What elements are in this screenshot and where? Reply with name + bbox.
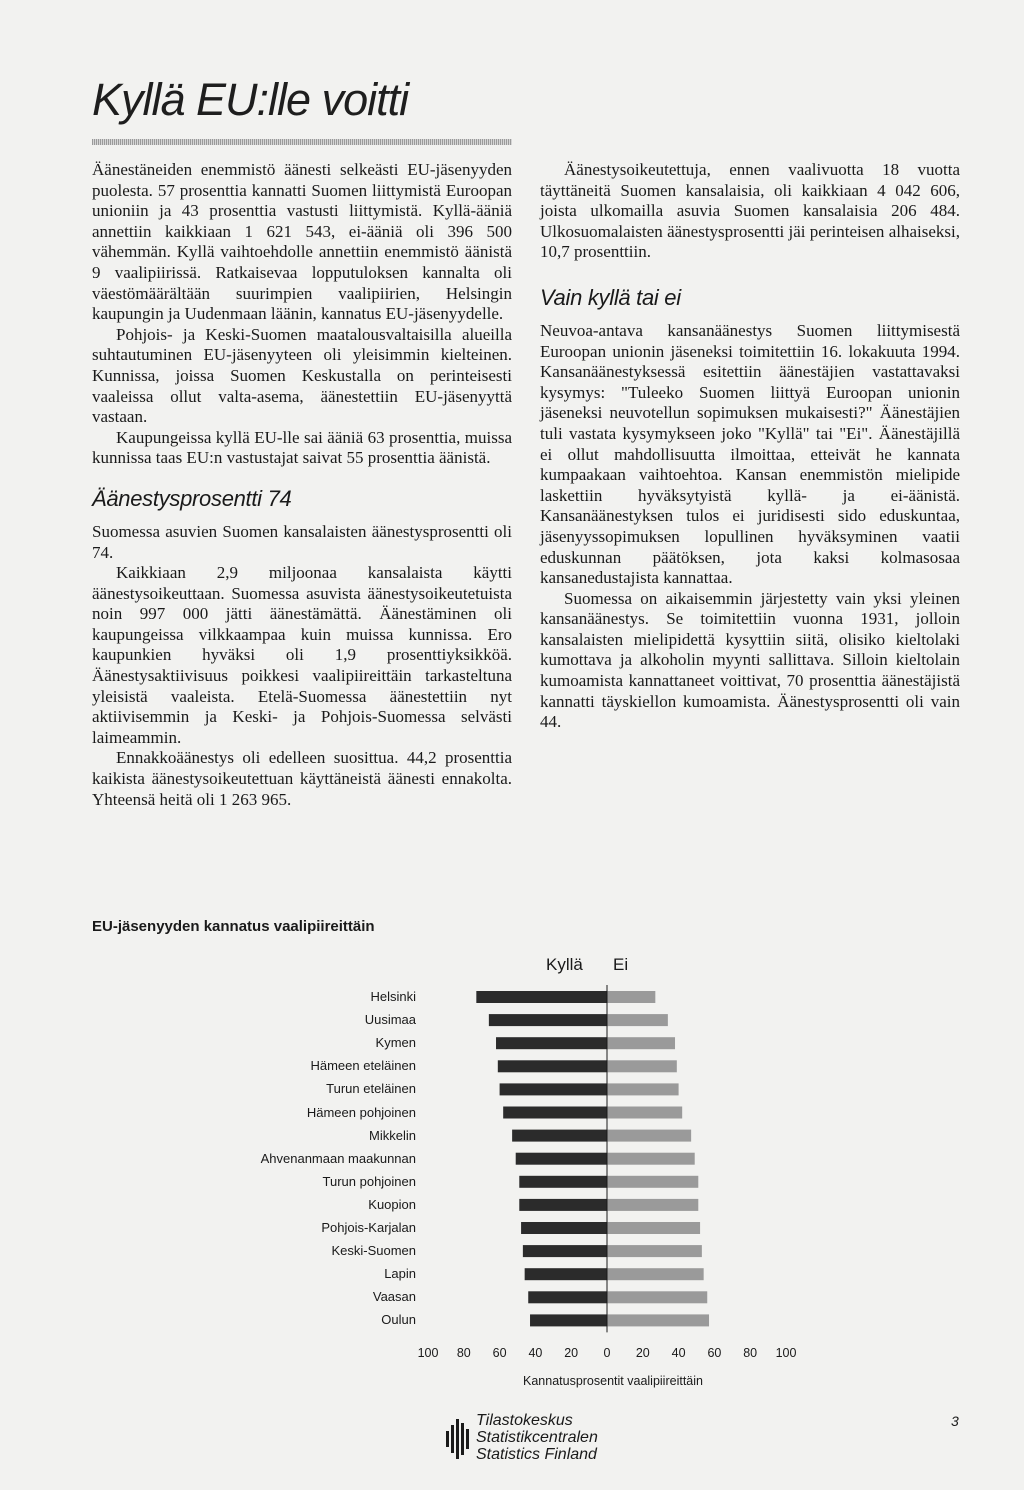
bar-ei	[607, 1245, 702, 1257]
bar-kylla	[519, 1199, 607, 1211]
x-tick-label: 40	[528, 1346, 543, 1360]
region-label: Turun pohjoinen	[322, 1173, 416, 1189]
bar-ei	[607, 1153, 695, 1165]
choice-paragraph-1: Neuvoa-antava kansanäänestys Suomen liittymisestä Euroopan unionin jäseneksi toimitettiin 16. lokakuuta 1994. Kansanäänestyksessä esitettiin äänestäjien vastattavaksi kysymys: "Tuleeko Suomen liittyä Euroopan unionin jäseneksi neuvotellun sopimuksen mukaisesti?" Äänestäjien tuli vastata kysymykseen joko "Kyllä" tai "Ei". Äänestäjillä ei ollut mahdollisuutta ilmoittaa, etteivät he kannata kumpaakaan vaihtoehtoa. Kansan enemmistön mielipide laskettiin hyväksytyistä kyllä- ja ei-äänistä. Kansanäänestyksen tulos ei juridisesti sido eduskuntaa, jäsenyyssopimuksen lopullinen hyväksyminen vaatii eduskunnan päätöksen, jota kaksi kolmasosaa kansanedustajista kannattaa.	[540, 320, 960, 588]
bar-ei	[607, 1291, 707, 1303]
x-tick-label: 80	[743, 1346, 758, 1360]
bar-ei	[607, 1014, 668, 1026]
region-label: Ahvenanmaan maakunnan	[260, 1150, 416, 1166]
region-label: Keski-Suomen	[331, 1243, 416, 1259]
region-label: Hämeen pohjoinen	[306, 1104, 416, 1120]
x-tick-label: 60	[492, 1346, 507, 1360]
region-label: Vaasan	[372, 1289, 416, 1305]
region-label: Lapin	[384, 1266, 416, 1282]
bar-ei	[607, 1314, 709, 1326]
region-label: Turun eteläinen	[326, 1081, 416, 1097]
bar-ei	[607, 1037, 675, 1049]
bar-kylla	[512, 1130, 607, 1142]
bar-kylla	[530, 1314, 607, 1326]
bar-kylla	[496, 1037, 607, 1049]
choice-heading: Vain kyllä tai ei	[540, 284, 681, 310]
bar-kylla	[525, 1268, 607, 1280]
turnout-paragraph-1: Suomessa asuvien Suomen kansalaisten äänestysprosentti oli 74.	[92, 521, 512, 562]
tilastokeskus-logo-icon	[444, 1413, 474, 1465]
turnout-heading: Äänestysprosentti 74	[92, 485, 292, 511]
bar-kylla	[500, 1083, 607, 1095]
bar-ei	[607, 1107, 682, 1119]
region-label: Helsinki	[370, 989, 416, 1004]
region-label: Kymen	[375, 1035, 416, 1051]
bar-ei	[607, 1083, 679, 1095]
bar-kylla	[528, 1291, 607, 1303]
publisher-line-sv: Statistikcentralen	[476, 1429, 598, 1446]
bar-kylla	[503, 1107, 607, 1119]
bar-kylla	[498, 1060, 607, 1072]
x-tick-label: 100	[775, 1346, 797, 1360]
x-tick-label: 60	[707, 1346, 722, 1360]
x-tick-label: 20	[564, 1346, 579, 1360]
intro-paragraph-1: Äänestäneiden enemmistö äänesti selkeästi EU-jäsenyyden puolesta. 57 prosenttia kannatti Suomen liittymistä Euroopan unioniin ja 43 prosenttia vastusti liittymistä. Kyllä-ääniä annettiin kaikkiaan 1 621 543, ei-ääniä oli 396 500 vähemmän. Kyllä vaihtoehdolle annettiin enemmistö äänistä 9 vaalipiirissä. Ratkaisevaa lopputuloksen kannalta oli väestömäärältään suurimpien vaalipiirien, Helsingin kaupungin ja Uudenmaan läänin, kannatus EU-jäsenyydelle.	[92, 160, 512, 324]
turnout-paragraph-3: Ennakkoäänestys oli edelleen suosittua. 44,2 prosenttia kaikista äänestysoikeutettuan käyttäneistä äänesti ennakolta. Yhteensä heitä oli 1 263 965.	[92, 748, 512, 809]
bar-ei	[607, 991, 655, 1003]
bar-kylla	[489, 1014, 607, 1026]
article-title: Kyllä EU:lle voitti	[92, 74, 409, 125]
x-tick-label: 100	[417, 1346, 439, 1360]
intro-paragraph-2: Pohjois- ja Keski-Suomen maatalousvaltaisilla alueilla suhtautuminen EU-jäsenyyteen oli yleisimmin kielteinen. Kunnissa, joissa Suomen Keskustalla on perinteisesti vaaleissa ollut valta-asema, äänestettiin EU-jäsenyyttä vastaan.	[92, 324, 512, 427]
bar-kylla	[523, 1245, 607, 1257]
publisher-line-fi: Tilastokeskus	[476, 1412, 573, 1429]
legend-ei: Ei	[613, 955, 629, 974]
choice-paragraph-2: Suomessa on aikaisemmin järjestetty vain yksi yleinen kansanäänestys. Se toimitettiin vuonna 1931, jolloin kansalaisten mielipidettä kysyttiin siitä, olisiko kieltolaki kumottava ja alkoholin myynti sallittava. Silloin kieltolain kumoamista kannattaneet voittivat, 70 prosenttia äänestäjistä kannatti täyskiellon kumoamista. Äänestysprosentti oli vain 44.	[540, 588, 960, 732]
turnout-paragraph-4: Äänestysoikeutettuja, ennen vaalivuotta 18 vuotta täyttäneitä Suomen kansalaisia, oli kaikkiaan 4 042 606, joista ulkomailla asuvia Suomen kansalaisia 206 484. Ulkosuomalaisten äänestysprosentti jäi perinteisen alhaiseksi, 10,7 prosenttiin.	[540, 160, 960, 262]
x-tick-label: 20	[635, 1346, 650, 1360]
x-tick-label: 80	[456, 1346, 471, 1360]
bar-kylla	[519, 1176, 607, 1188]
region-label: Pohjois-Karjalan	[321, 1220, 416, 1235]
region-label: Kuopion	[368, 1196, 416, 1212]
chart-title: EU-jäsenyyden kannatus vaalipiireittäin	[92, 918, 375, 935]
chart-x-axis-label: Kannatusprosentit vaalipiireittäin	[523, 1374, 703, 1388]
publisher-line-en: Statistics Finland	[476, 1446, 597, 1463]
bar-kylla	[476, 991, 607, 1003]
x-tick-label: 0	[603, 1346, 611, 1360]
region-label: Mikkelin	[369, 1127, 416, 1143]
region-label: Uusimaa	[364, 1012, 416, 1028]
legend-kylla: Kyllä	[546, 955, 583, 974]
x-tick-label: 40	[671, 1346, 686, 1360]
bar-kylla	[521, 1222, 607, 1234]
bar-ei	[607, 1060, 677, 1072]
bar-kylla	[516, 1153, 607, 1165]
region-label: Oulun	[381, 1312, 416, 1328]
intro-paragraph-3: Kaupungeissa kyllä EU-lle sai ääniä 63 prosenttia, muissa kunnissa taas EU:n vastustajat saivat 55 prosenttia äänistä.	[92, 427, 512, 468]
turnout-paragraph-2: Kaikkiaan 2,9 miljoonaa kansalaista käytti äänestysoikeuttaan. Suomessa asuvista äänestysoikeutetuista noin 997 000 jätti äänestämättä. Äänestäminen oli kaupungeissa vilkkaampaa kuin muissa kunnissa. Ero kaupunkien hyväksi oli 1,9 prosenttiyksikköä. Äänestysaktiivisuus poikkesi vaalipiireittäin tarkasteltuna yleisistä vaaleista. Etelä-Suomessa äänestettiin nyt aktiivisemmin ja Keski- ja Pohjois-Suomessa selvästi laimeammin.	[92, 563, 512, 747]
publisher-name	[476, 1412, 598, 1463]
bar-ei	[607, 1268, 704, 1280]
page-number: 3	[951, 1413, 959, 1429]
bar-ei	[607, 1199, 698, 1211]
bar-ei	[607, 1222, 700, 1234]
bar-ei	[607, 1130, 691, 1142]
region-label: Hämeen eteläinen	[310, 1058, 416, 1074]
bar-ei	[607, 1176, 698, 1188]
